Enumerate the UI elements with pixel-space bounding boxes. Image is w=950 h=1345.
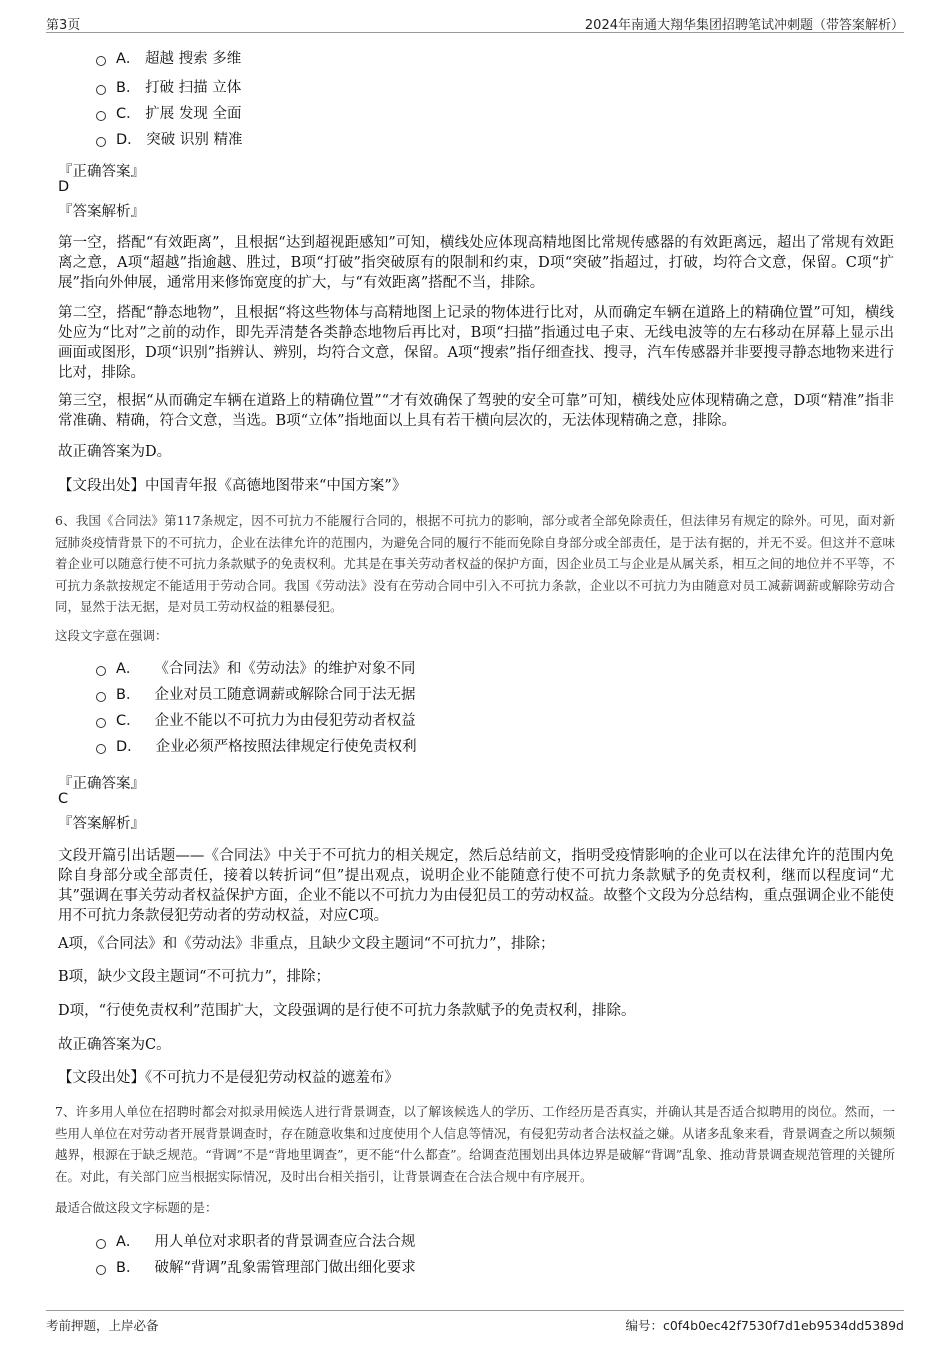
radio-icon[interactable]	[96, 666, 106, 676]
q6-answer: C	[58, 791, 69, 807]
q5-analysis-paragraph: 第一空，搭配“有效距离”，且根据“达到超视距感知”可知，横线处应体现高精地图比常规传感器的有效距离远，超出了常规有效距离之意，A项“超越”指逾越、胜过，B项“打破”指突破原有的限制和约束，D项“突破”指超过，打破，均符合文意，保留。C项“扩展”指向外伸展，通常用来修饰宽度的扩大，与“有效距离”搭配不当，排除。	[58, 235, 894, 291]
q7-option-b[interactable]: B． 破解“背调”乱象需管理部门做出细化要求	[96, 1257, 416, 1279]
q5-analysis-paragraph: 第三空，根据“从而确定车辆在道路上的精确位置”“才有效确保了驾驶的安全可靠”可知，横线处应体现精确之意，D项“精准”指非常准确、精确，符合文意，当选。B项“立体”指地面以上具有若干横向层次的，无法体现精确之意，排除。	[58, 393, 894, 429]
q5-source: 【文段出处】中国青年报《高德地图带来“中国方案”》	[58, 478, 407, 494]
radio-icon[interactable]	[96, 744, 106, 754]
page-number: 第3页	[46, 18, 81, 33]
radio-icon[interactable]	[96, 692, 106, 702]
radio-icon[interactable]	[96, 85, 106, 95]
q5-option-c[interactable]: C． 扩展 发现 全面	[96, 103, 241, 125]
q6-stem: 6、我国《合同法》第117条规定，因不可抗力不能履行合同的，根据不可抗力的影响，部分或者全部免除责任，但法律另有规定的除外。可见，面对新冠肺炎疫情背景下的不可抗力，企业在法律允许的范围内，为避免合同的履行不能而免除自身部分或全部责任，是于法有据的，并无不妥。但这并不意味着企业可以随意行使不可抗力条款赋予的免责权利。尤其是在事关劳动者权益的保护方面，因企业员工与企业是从属关系，相互之间的地位并不平等，不可抗力条款按规定不能适用于劳动合同。我国《劳动法》没有在劳动合同中引入不可抗力条款，企业以不可抗力为由随意对员工减薪调薪或解除劳动合同，显然于法无据，是对员工劳动权益的粗暴侵犯。	[55, 513, 895, 614]
document-id: 编号：c0f4b0ec42f7530f7d1eb9534dd5389d	[625, 1318, 904, 1333]
q6-conclusion: 故正确答案为C。	[58, 1037, 171, 1053]
radio-icon[interactable]	[96, 1265, 106, 1275]
q5-answer-tag: 『正确答案』	[58, 164, 145, 180]
q6-analysis-paragraph: B项，缺少文段主题词“不可抗力”，排除；	[58, 969, 330, 985]
page-footer	[46, 1310, 904, 1341]
q7-option-a[interactable]: A． 用人单位对求职者的背景调查应合法合规	[96, 1231, 415, 1253]
q5-conclusion: 故正确答案为D。	[58, 444, 172, 460]
document-title: 2024年南通大翔华集团招聘笔试冲刺题（带答案解析）	[584, 18, 904, 33]
q6-answer-tag: 『正确答案』	[58, 776, 145, 792]
radio-icon[interactable]	[96, 718, 106, 728]
radio-icon[interactable]	[96, 1239, 106, 1249]
q6-option-a[interactable]: A． 《合同法》和《劳动法》的维护对象不同	[96, 658, 415, 680]
q5-analysis-paragraph: 第二空，搭配“静态地物”，且根据“将这些物体与高精地图上记录的物体进行比对，从而确定车辆在道路上的精确位置”可知，横线处应为“比对”之前的动作，即先弄清楚各类静态地物后再比对，B项“扫描”指通过电子束、无线电波等的左右移动在屏幕上显示出画面或图形，D项“识别”指辨认、辨别，均符合文意，保留。A项“搜索”指仔细查找、搜寻，汽车传感器并非要搜寻静态地物来进行比对，排除。	[58, 305, 894, 381]
q6-analysis-paragraph: A项，《合同法》和《劳动法》非重点，且缺少文段主题词“不可抗力”，排除；	[58, 936, 555, 952]
q5-answer: D	[58, 179, 70, 195]
q6-source: 【文段出处】《不可抗力不是侵犯劳动权益的遮羞布》	[58, 1070, 399, 1086]
q6-analysis-tag: 『答案解析』	[58, 816, 145, 832]
q6-option-b[interactable]: B． 企业对员工随意调薪或解除合同于法无据	[96, 684, 415, 706]
q5-option-a[interactable]: A． 超越 搜索 多维	[96, 48, 241, 70]
q7-stem: 7、许多用人单位在招聘时都会对拟录用候选人进行背景调查，以了解该候选人的学历、工作经历是否真实，并确认其是否适合拟聘用的岗位。然而，一些用人单位在对劳动者开展背景调查时，存在随意收集和过度使用个人信息等情况，有侵犯劳动者合法权益之嫌。从诸多乱象来看，背景调查之所以频频越界，根源在于缺乏规范。“背调”不是“背地里调查”，更不能“什么都查”。给调查范围划出具体边界是破解“背调”乱象、推动背景调查规范管理的关键所在。对此，有关部门应当根据实际情况，及时出台相关指引，让背景调查在合法合规中有序展开。	[55, 1104, 895, 1184]
q6-analysis-paragraph: D项，“行使免责权利”范围扩大，文段强调的是行使不可抗力条款赋予的免责权利，排除。	[58, 1003, 636, 1019]
q6-option-c[interactable]: C． 企业不能以不可抗力为由侵犯劳动者权益	[96, 710, 416, 732]
q6-analysis-paragraph: 文段开篇引出话题——《合同法》中关于不可抗力的相关规定，然后总结前文，指明受疫情影响的企业可以在法律允许的范围内免除自身部分或全部责任，接着以转折词“但”提出观点，说明企业不能随意行使不可抗力条款赋予的免责权利，继而以程度词“尤其”强调在事关劳动者权益保护方面，企业不能以不可抗力为由侵犯员工的劳动权益。故整个文段为分总结构，重点强调企业不能使用不可抗力条款侵犯劳动者的劳动权益，对应C项。	[58, 848, 894, 924]
q7-prompt: 最适合做这段文字标题的是：	[55, 1200, 218, 1215]
radio-icon[interactable]	[96, 137, 106, 147]
radio-icon[interactable]	[96, 111, 106, 121]
radio-icon[interactable]	[96, 56, 106, 66]
footer-slogan: 考前押题，上岸必备	[46, 1318, 159, 1333]
q6-prompt: 这段文字意在强调：	[55, 628, 168, 643]
q5-option-b[interactable]: B． 打破 扫描 立体	[96, 77, 241, 99]
q5-analysis-tag: 『答案解析』	[58, 204, 145, 220]
q6-option-d[interactable]: D． 企业必须严格按照法律规定行使免责权利	[96, 736, 417, 758]
q5-option-d[interactable]: D． 突破 识别 精准	[96, 129, 243, 151]
page-header	[46, 8, 904, 33]
